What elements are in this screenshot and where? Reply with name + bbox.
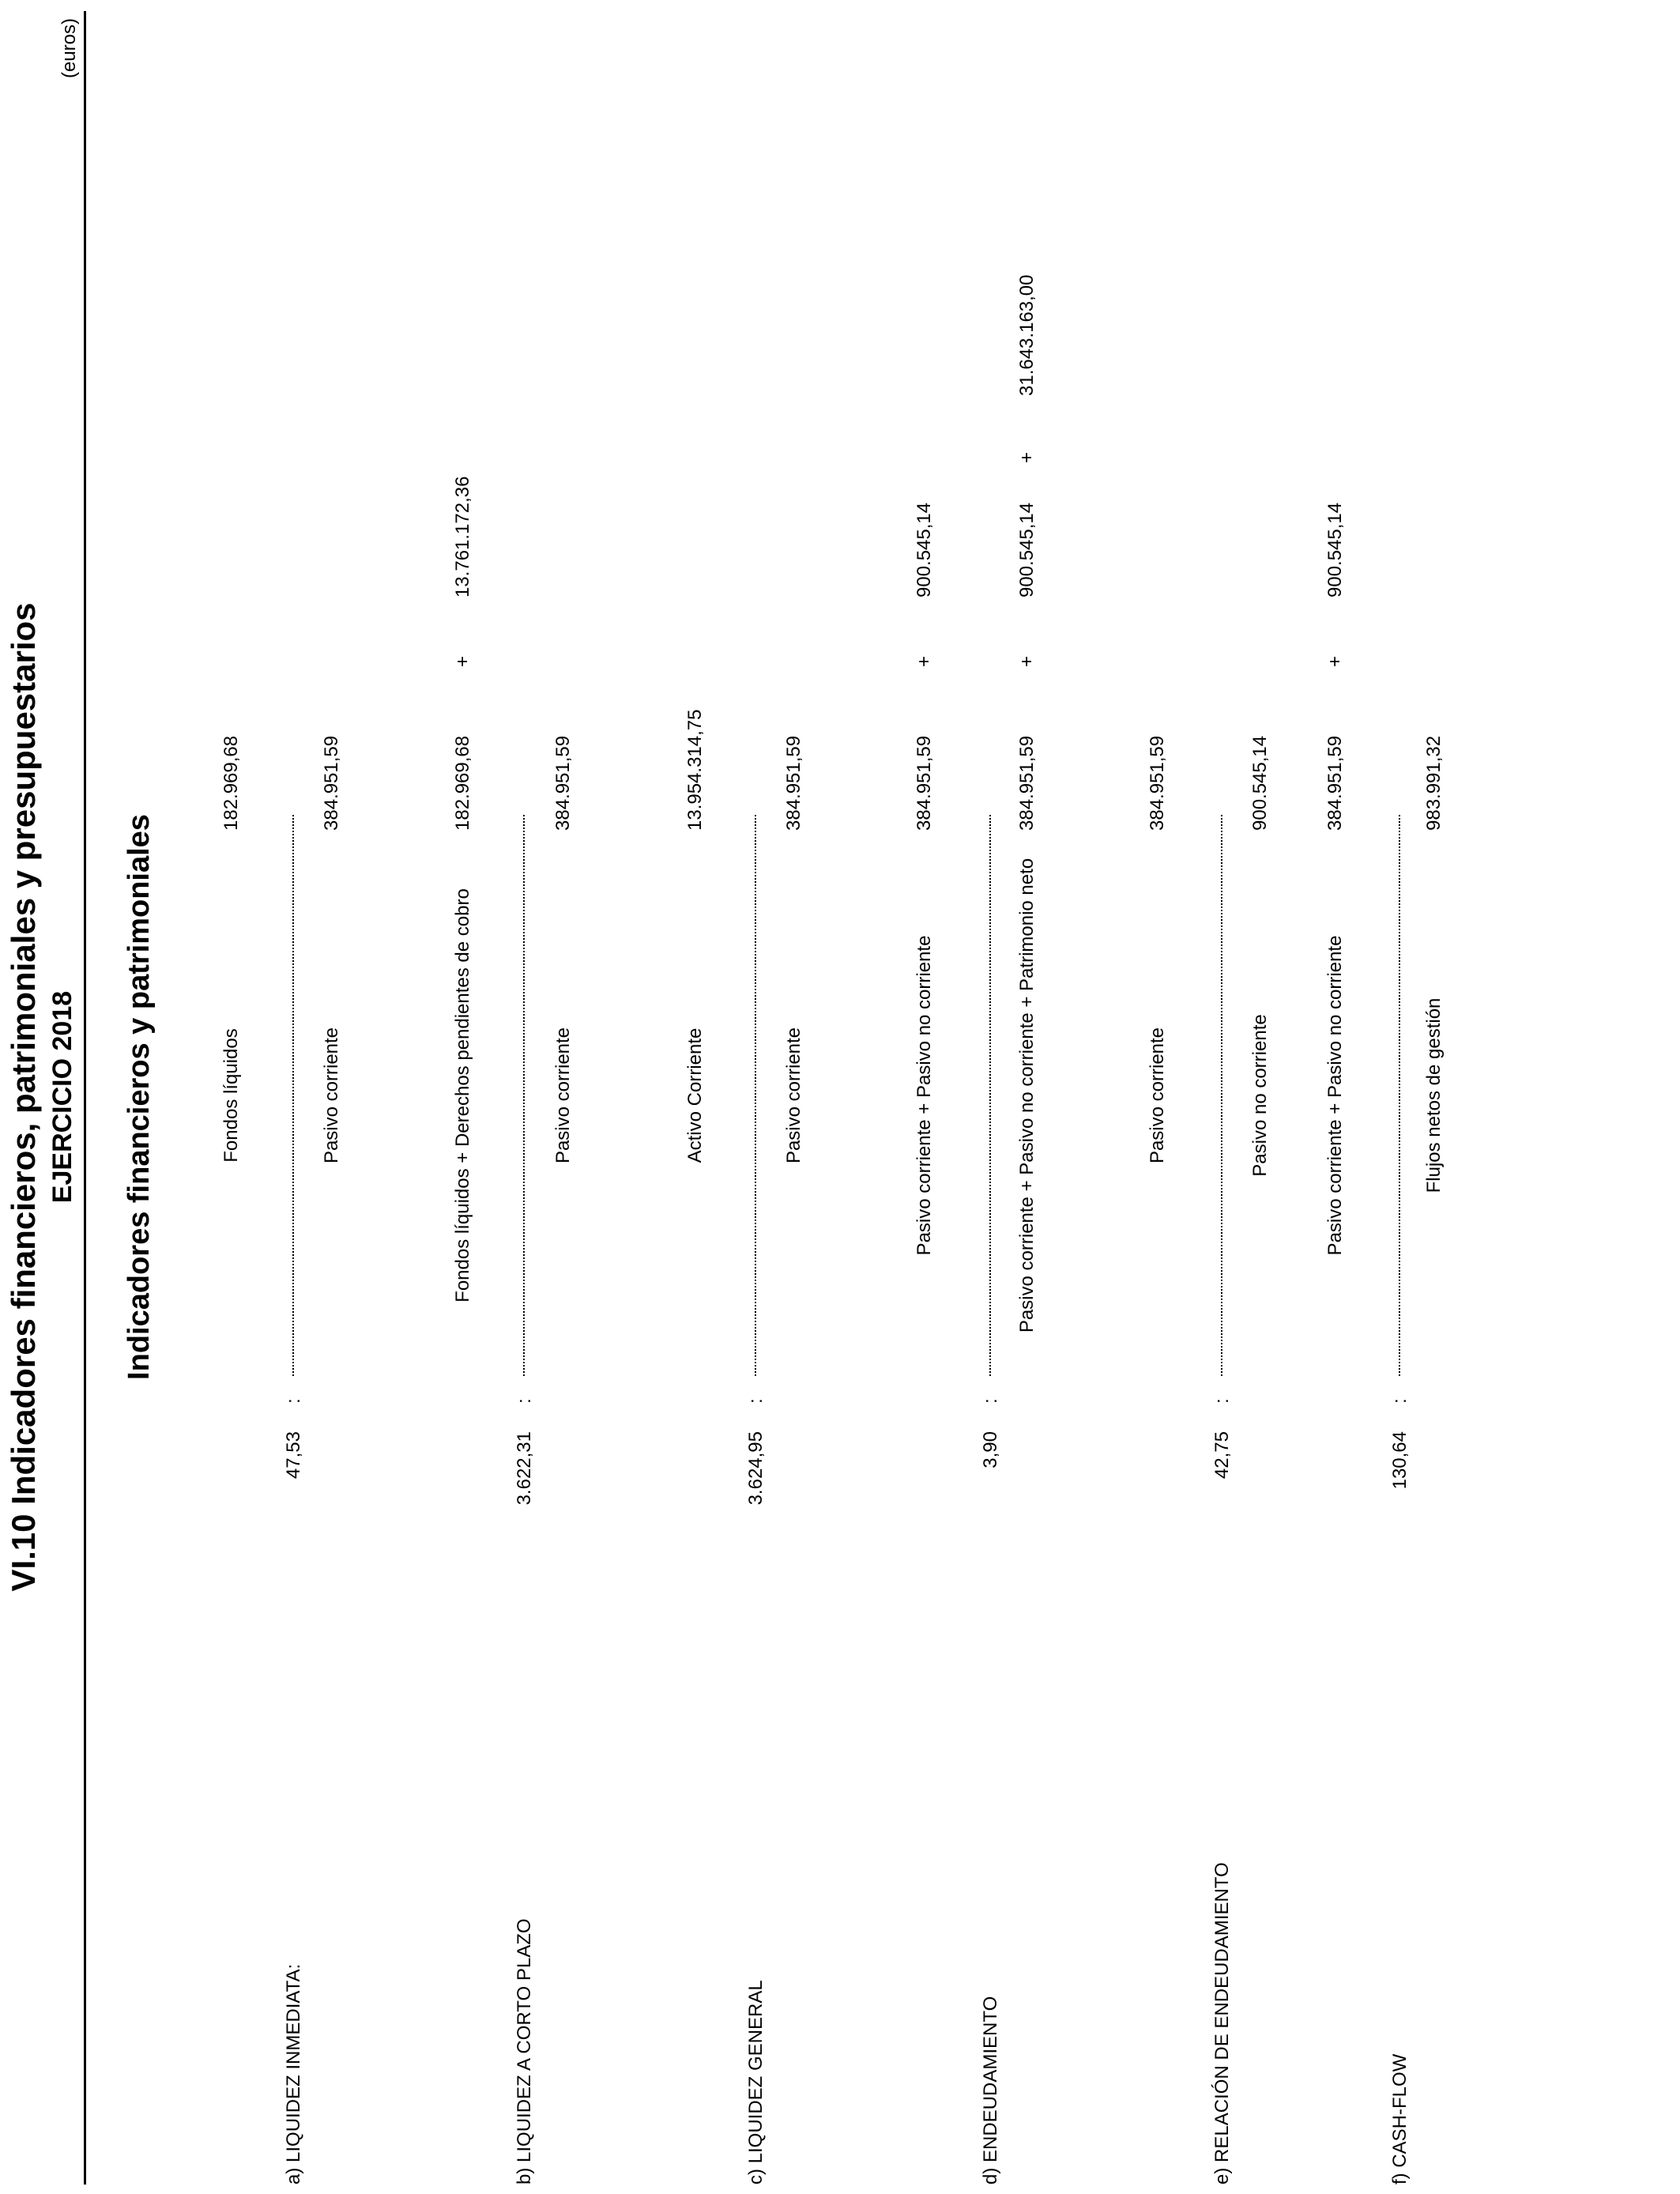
denominator-formula: Pasivo no corriente [1249, 1014, 1271, 1177]
denominator-term: 31.643.163,00 [1016, 274, 1038, 396]
fraction-divider [523, 815, 525, 1376]
fraction-divider [989, 815, 991, 1376]
denominator-term: 900.545,14 [1016, 502, 1038, 598]
indicator-value: 3.624,95 [745, 1431, 767, 1506]
numerator-formula: Pasivo corriente [1147, 1027, 1168, 1164]
numerator-formula: Pasivo corriente + Pasivo no corriente [913, 935, 935, 1256]
numerator-term: 13.954.314,75 [684, 709, 706, 831]
indicator-value: 42,75 [1211, 1431, 1233, 1480]
numerator-formula: Pasivo corriente + Pasivo no corriente [1324, 935, 1346, 1256]
denominator-term: 384.951,59 [552, 735, 574, 831]
indicator-label: a) LIQUIDEZ INMEDIATA: [283, 1963, 304, 2185]
numerator-formula: Fondos líquidos [220, 1028, 242, 1163]
indicator-colon: : [1389, 1398, 1411, 1404]
denominator-term: 983.991,32 [1423, 735, 1445, 831]
header-rule [84, 11, 86, 2185]
denominator-term: 384.951,59 [1016, 735, 1038, 831]
numerator-term: 384.951,59 [913, 735, 935, 831]
denominator-operator: + [1016, 451, 1038, 463]
indicator-colon: : [1211, 1398, 1233, 1404]
indicator-value: 3,90 [980, 1431, 1001, 1468]
denominator-operator: + [1016, 655, 1038, 667]
page-subtitle: EJERCICIO 2018 [47, 990, 77, 1204]
denominator-formula: Pasivo corriente [783, 1027, 804, 1164]
fraction-divider [1399, 815, 1400, 1376]
denominator-term: 900.545,14 [1249, 735, 1271, 831]
indicator-colon: : [283, 1398, 304, 1404]
indicator-label: c) LIQUIDEZ GENERAL [745, 1980, 767, 2185]
fraction-divider [1221, 815, 1222, 1376]
numerator-operator: + [1324, 655, 1346, 667]
denominator-formula: Pasivo corriente + Pasivo no corriente + Patrimonio neto [1016, 858, 1038, 1333]
indicator-colon: : [514, 1398, 535, 1404]
section-title: Indicadores financieros y patrimoniales [122, 814, 156, 1380]
denominator-formula: Flujos netos de gestión [1423, 997, 1445, 1193]
denominator-formula: Pasivo corriente [552, 1027, 574, 1164]
fraction-divider [292, 815, 294, 1376]
indicator-label: b) LIQUIDEZ A CORTO PLAZO [514, 1918, 535, 2185]
indicator-value: 47,53 [283, 1431, 304, 1480]
indicator-label: f) CASH-FLOW [1389, 2053, 1411, 2185]
denominator-term: 384.951,59 [783, 735, 804, 831]
indicator-colon: : [745, 1398, 767, 1404]
denominator-formula: Pasivo corriente [321, 1027, 342, 1164]
numerator-formula: Fondos líquidos + Derechos pendientes de cobro [452, 888, 473, 1302]
numerator-term: 900.545,14 [1324, 502, 1346, 598]
denominator-term: 384.951,59 [321, 735, 342, 831]
numerator-operator: + [913, 655, 935, 667]
numerator-term: 182.969,68 [220, 735, 242, 831]
numerator-term: 384.951,59 [1324, 735, 1346, 831]
indicator-value: 130,64 [1389, 1431, 1411, 1490]
numerator-term: 900.545,14 [913, 502, 935, 598]
units-label: (euros) [58, 17, 80, 78]
indicator-colon: : [980, 1398, 1001, 1404]
numerator-term: 182.969,68 [452, 735, 473, 831]
fraction-divider [755, 815, 756, 1376]
indicator-value: 3.622,31 [514, 1431, 535, 1506]
page-title: VI.10 Indicadores financieros, patrimoniales y presupuestarios [5, 602, 42, 1592]
indicator-label: e) RELACIÓN DE ENDEUDAMIENTO [1211, 1862, 1233, 2185]
numerator-term: 13.761.172,36 [452, 476, 473, 598]
numerator-formula: Activo Corriente [684, 1027, 706, 1163]
indicator-label: d) ENDEUDAMIENTO [980, 1996, 1001, 2185]
numerator-operator: + [452, 655, 473, 667]
numerator-term: 384.951,59 [1147, 735, 1168, 831]
